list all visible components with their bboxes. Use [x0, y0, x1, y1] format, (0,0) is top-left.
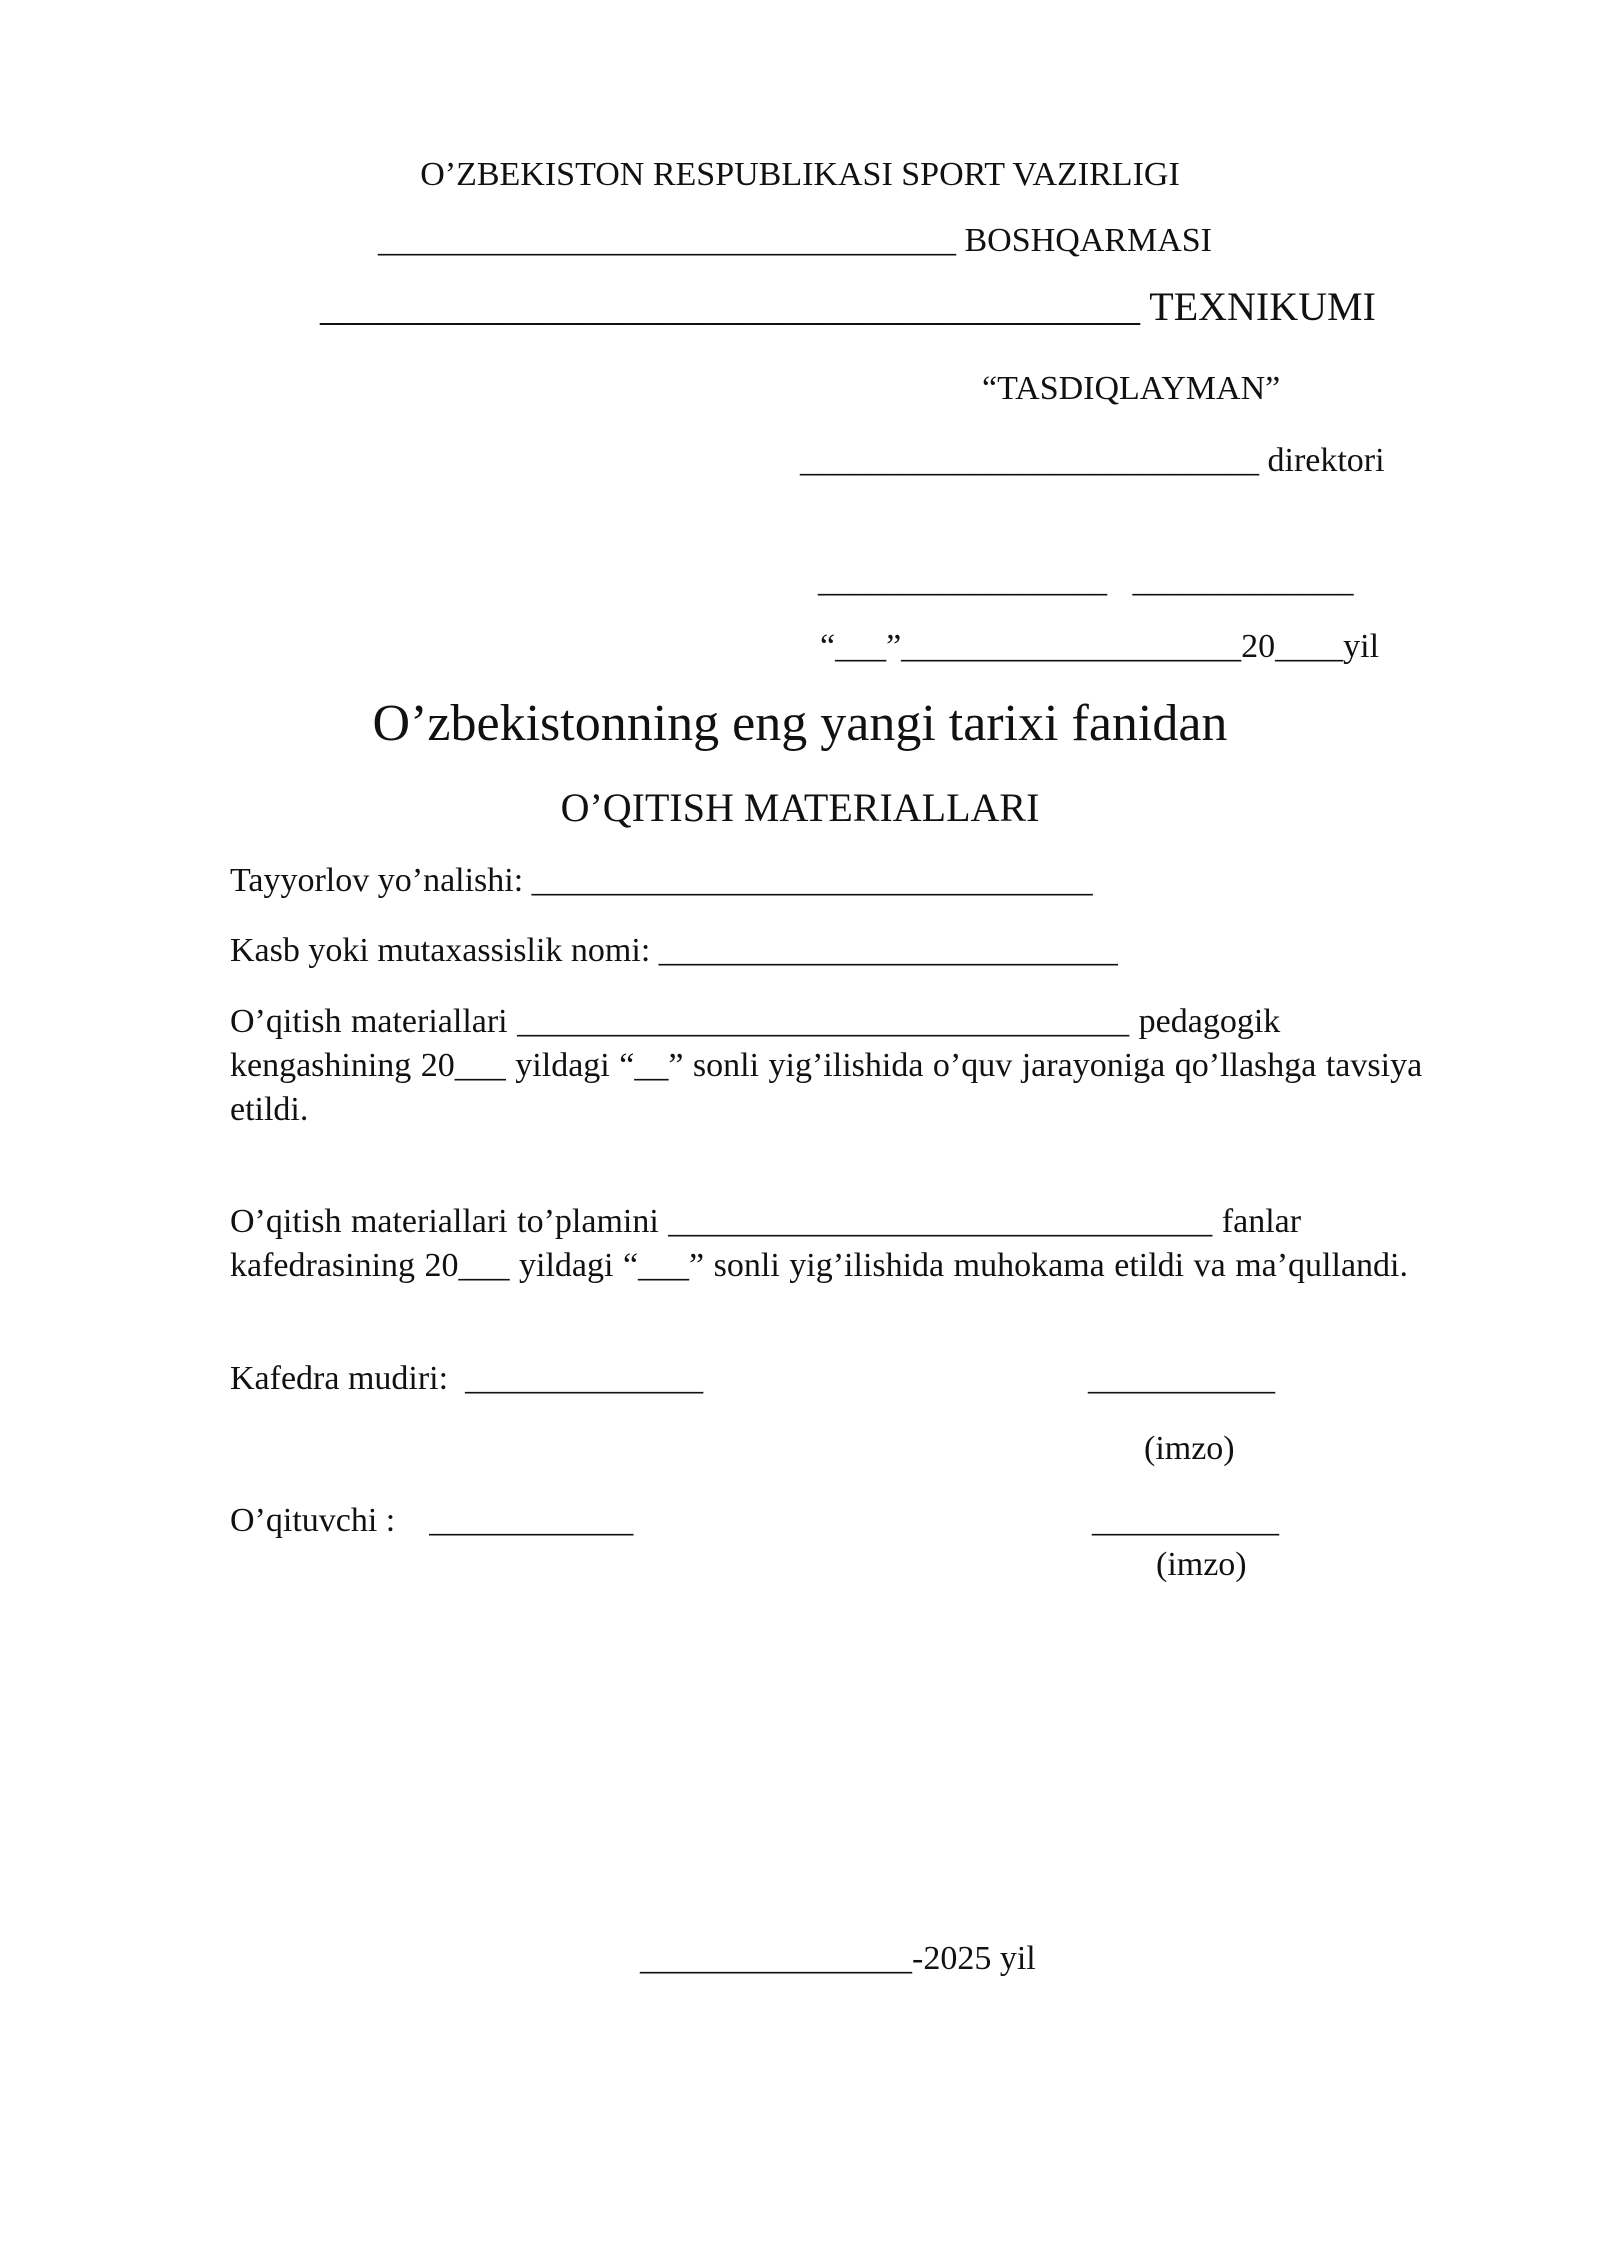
document-subtitle: O’QITISH MATERIALLARI [560, 785, 1040, 830]
profession-field: Kasb yoki mutaxassislik nomi: ___________________________ [230, 932, 1118, 969]
document-title: O’zbekistonning eng yangi tarixi fanidan [372, 695, 1228, 752]
director-line: ___________________________ direktori [800, 442, 1385, 479]
teacher-signature-line: ___________ [1092, 1502, 1279, 1539]
head-signature-line: ___________ [1088, 1360, 1275, 1397]
head-of-department-line: Kafedra mudiri: ______________ [230, 1360, 704, 1397]
technikum-line: _________________________________________ TEXNIKUMI [320, 284, 1376, 329]
department-line: __________________________________ BOSHQARMASI [378, 222, 1212, 259]
council-paragraph: O’qitish materiallari ____________________________________ pedagogik kengashining 20___ yildagi “__” sonli yig’ilishida o’quv jarayoniga qo’llashga tavsiya etildi. [230, 1003, 1423, 1128]
approval-label: “TASDIQLAYMAN” [982, 370, 1281, 407]
teacher-imzo-label: (imzo) [1156, 1546, 1247, 1583]
footer-year-line: ________________-2025 yil [640, 1940, 1036, 1977]
department-paragraph: O’qitish materiallari to’plamini ________________________________ fanlar kafedrasining 20___ yildagi “___” sonli yig’ilishida muhokama etildi va ma’qullandi. [230, 1203, 1408, 1284]
ministry-name: O’ZBEKISTON RESPUBLIKASI SPORT VAZIRLIGI [420, 156, 1180, 193]
signature-line: _________________ _____________ [818, 562, 1354, 599]
approval-date-line: “___”____________________20____yil [820, 628, 1380, 665]
direction-field: Tayyorlov yo’nalishi: _________________________________ [230, 862, 1093, 899]
head-imzo-label: (imzo) [1144, 1430, 1235, 1467]
teacher-line: O’qituvchi : ____________ [230, 1502, 634, 1539]
